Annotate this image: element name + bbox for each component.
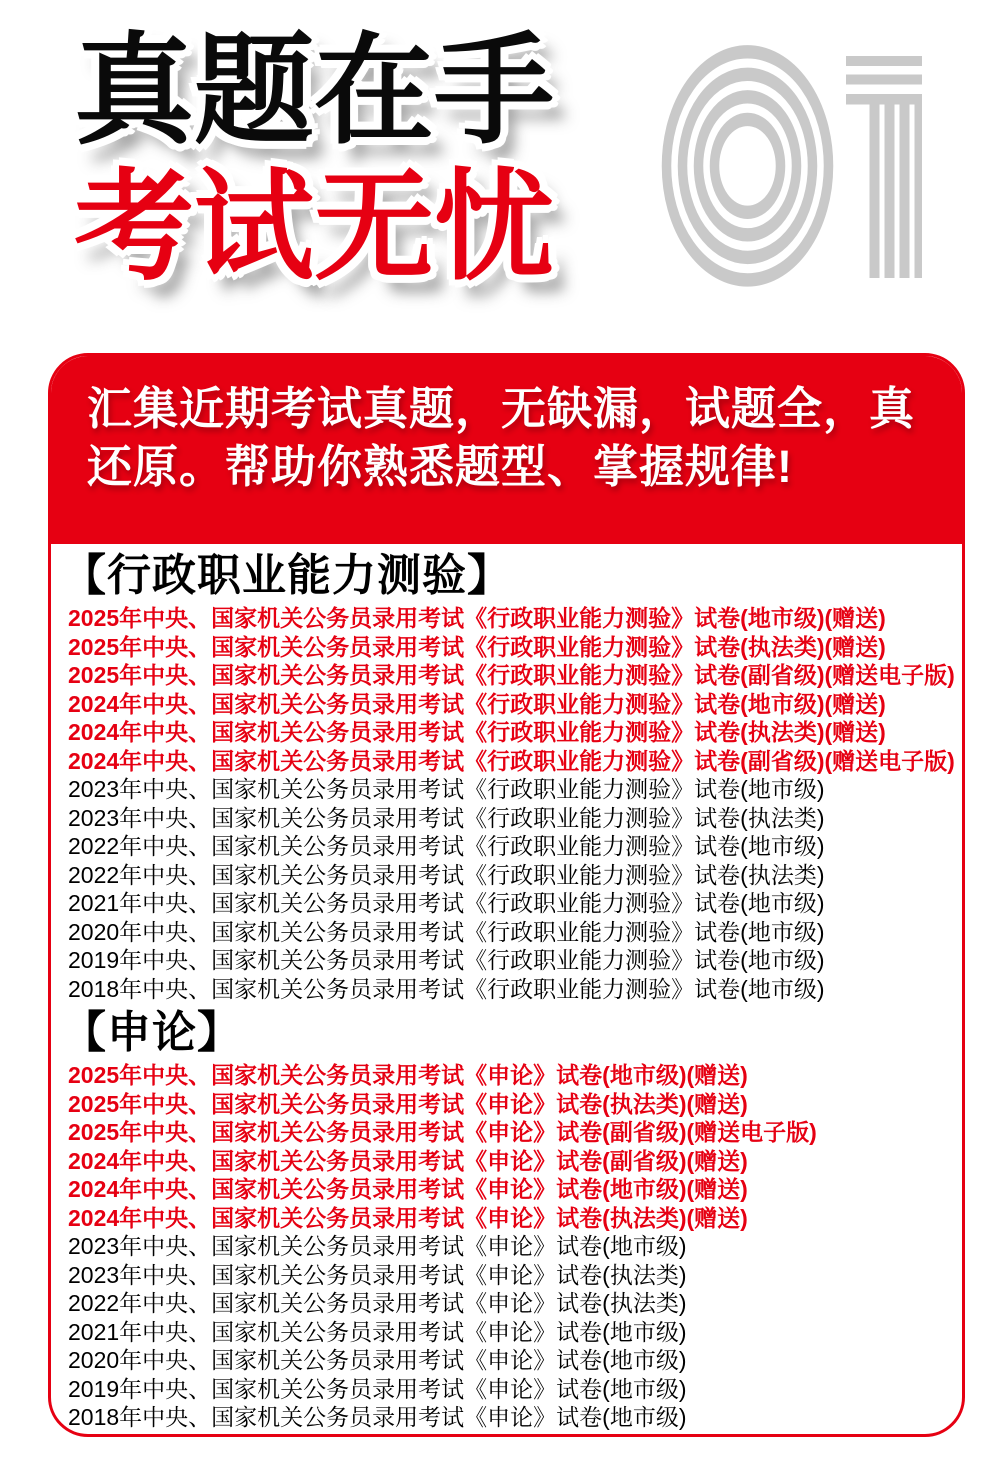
list-item: 2024年中央、国家机关公务员录用考试《申论》试卷(执法类)(赠送) xyxy=(68,1204,748,1231)
list-item: 2018年中央、国家机关公务员录用考试《申论》试卷(地市级) xyxy=(68,1404,687,1430)
sections xyxy=(51,544,962,1432)
list-item: 2018年中央、国家机关公务员录用考试《行政职业能力测验》试卷(地市级) xyxy=(68,975,825,1002)
list-item: 2019年中央、国家机关公务员录用考试《申论》试卷(地市级) xyxy=(68,1375,687,1402)
intro-banner-line1: 汇集近期考试真题，无缺漏，试题全，真 xyxy=(87,383,916,434)
list-item: 2024年中央、国家机关公务员录用考试《申论》试卷(地市级)(赠送) xyxy=(68,1176,748,1202)
zero-rings xyxy=(667,52,829,280)
list-item: 2020年中央、国家机关公务员录用考试《行政职业能力测验》试卷(地市级) xyxy=(68,918,825,945)
list-item: 2025年中央、国家机关公务员录用考试《申论》试卷(副省级)(赠送电子版) xyxy=(68,1119,817,1145)
list-item: 2023年中央、国家机关公务员录用考试《申论》试卷(执法类) xyxy=(68,1261,687,1288)
exam-section xyxy=(62,1007,952,1432)
list-item: 2025年中央、国家机关公务员录用考试《申论》试卷(地市级)(赠送) xyxy=(68,1062,748,1088)
headline-line1: 真题在手 xyxy=(74,24,554,158)
list-item: 2022年中央、国家机关公务员录用考试《行政职业能力测验》试卷(地市级) xyxy=(68,833,825,859)
number-01-graphic xyxy=(628,34,928,290)
list-item: 2020年中央、国家机关公务员录用考试《申论》试卷(地市级) xyxy=(68,1347,687,1373)
list-item: 2021年中央、国家机关公务员录用考试《行政职业能力测验》试卷(地市级) xyxy=(68,890,825,916)
intro-banner xyxy=(51,356,962,544)
section-heading: 【行政职业能力测验】 xyxy=(62,551,512,600)
list-item: 2024年中央、国家机关公务员录用考试《行政职业能力测验》试卷(执法类)(赠送) xyxy=(68,719,886,745)
list-item: 2025年中央、国家机关公务员录用考试《申论》试卷(执法类)(赠送) xyxy=(68,1090,748,1117)
list-item: 2024年中央、国家机关公务员录用考试《行政职业能力测验》试卷(地市级)(赠送) xyxy=(68,690,886,717)
intro-banner-line2: 还原。帮助你熟悉题型、掌握规律! xyxy=(87,441,793,492)
section-heading: 【申论】 xyxy=(62,1008,242,1057)
list-item: 2024年中央、国家机关公务员录用考试《行政职业能力测验》试卷(副省级)(赠送电子版) xyxy=(68,747,955,774)
one-stripes xyxy=(846,56,922,278)
list-item: 2023年中央、国家机关公务员录用考试《行政职业能力测验》试卷(执法类) xyxy=(68,804,825,831)
list-item: 2024年中央、国家机关公务员录用考试《申论》试卷(副省级)(赠送) xyxy=(68,1147,748,1174)
headline-line2: 考试无忧 xyxy=(74,160,554,294)
list-item: 2022年中央、国家机关公务员录用考试《行政职业能力测验》试卷(执法类) xyxy=(68,861,825,888)
list-item: 2021年中央、国家机关公务员录用考试《申论》试卷(地市级) xyxy=(68,1318,687,1345)
list-item: 2025年中央、国家机关公务员录用考试《行政职业能力测验》试卷(执法类)(赠送) xyxy=(68,633,886,660)
list-item: 2019年中央、国家机关公务员录用考试《行政职业能力测验》试卷(地市级) xyxy=(68,947,825,973)
list-item: 2023年中央、国家机关公务员录用考试《行政职业能力测验》试卷(地市级) xyxy=(68,776,825,802)
list-item: 2023年中央、国家机关公务员录用考试《申论》试卷(地市级) xyxy=(68,1233,687,1259)
list-item: 2025年中央、国家机关公务员录用考试《行政职业能力测验》试卷(副省级)(赠送电子版) xyxy=(68,662,955,688)
content-panel xyxy=(48,353,965,1437)
exam-section xyxy=(62,550,955,1003)
list-item: 2022年中央、国家机关公务员录用考试《申论》试卷(执法类) xyxy=(68,1290,687,1316)
list-item: 2025年中央、国家机关公务员录用考试《行政职业能力测验》试卷(地市级)(赠送) xyxy=(68,605,886,631)
